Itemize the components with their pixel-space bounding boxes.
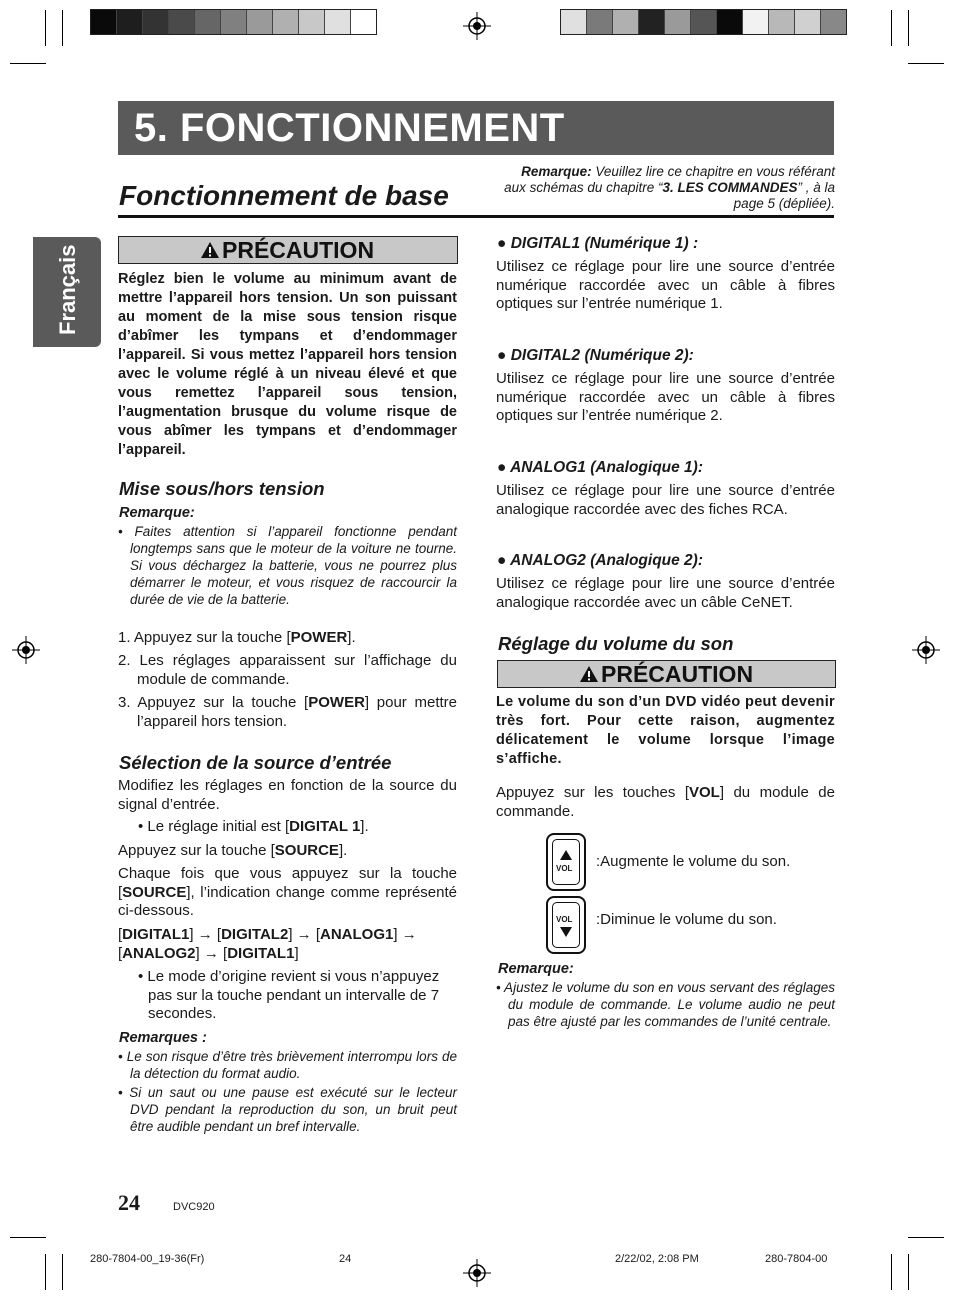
grayscale-bar-left <box>90 9 377 35</box>
crop-mark <box>891 10 892 46</box>
source-intro: Modifiez les réglages en fonction de la source du signal d’entrée. <box>118 777 457 813</box>
source-heading: Sélection de la source d’entrée <box>119 752 392 773</box>
seq-item: ANALOG1 <box>320 926 394 943</box>
power-step-3 <box>118 694 457 731</box>
step-text: ]. <box>347 629 356 646</box>
grayscale-bar-right <box>560 9 847 35</box>
vol-up-text: :Augmente le volume du son. <box>596 853 791 870</box>
crop-mark <box>908 63 944 64</box>
crop-mark <box>908 10 909 46</box>
crop-mark <box>45 1254 46 1290</box>
analog2-title <box>497 552 703 570</box>
source-sequence: [DIGITAL1] → [DIGITAL2] → [ANALOG1] → [ANALOG2] → [DIGITAL1] <box>118 926 417 962</box>
header-remark-ref: 3. LES COMMANDES <box>662 180 798 195</box>
file-name: 280-7804-00_19-36(Fr) <box>90 1253 205 1265</box>
crop-mark <box>62 10 63 46</box>
vol-label: VOL <box>556 915 573 924</box>
step-text: ] pour mettre l’appareil hors tension. <box>137 694 457 730</box>
crop-mark <box>62 1254 63 1290</box>
power-key: POWER <box>290 629 348 646</box>
source-each-text: ], l’indication change comme représenté ci-dessous. <box>118 883 457 919</box>
vol-press <box>496 784 835 821</box>
volume-remark-label: Remarque: <box>498 961 574 977</box>
vol-down-text: :Diminue le volume du son. <box>596 911 777 928</box>
warning-triangle-icon <box>200 241 220 259</box>
crop-mark <box>908 1254 909 1290</box>
power-remark: • Faites attention si l’appareil fonctionne pendant longtemps sans que le moteur de la voiture ne tourne. Si vous déchargez la batterie, vous ne pourrez plus démarrer le moteur, et vous risquez de raccourcir la durée de vie de la batterie. <box>118 524 457 607</box>
remarks-label: Remarques : <box>119 1030 207 1046</box>
registration-mark-icon <box>463 12 491 40</box>
source-each-text: Chaque fois que vous appuyez sur la touche [ <box>118 865 457 901</box>
crop-mark <box>908 1237 944 1238</box>
section-title: Fonctionnement de base <box>119 180 449 211</box>
step-text: 3. Appuyez sur la touche [ <box>118 694 309 711</box>
bullet-icon: ● <box>497 235 507 252</box>
registration-mark-icon <box>912 636 940 664</box>
chapter-title-bar <box>118 101 834 155</box>
language-tab-label: Français <box>55 244 80 335</box>
triangle-down-icon <box>553 903 579 947</box>
triangle-up-icon <box>553 840 579 884</box>
chapter-title: 5. FONCTIONNEMENT <box>134 106 565 150</box>
registration-mark-icon <box>12 636 40 664</box>
seq-item: DIGITAL1 <box>122 926 190 943</box>
arrow-icon: → <box>401 926 417 943</box>
step-text: 1. Appuyez sur la touche [ <box>118 629 291 646</box>
center-page-number: 24 <box>339 1253 352 1265</box>
vol-up-button-icon <box>546 833 586 891</box>
header-remark <box>497 164 835 212</box>
analog1-title <box>497 459 703 477</box>
power-step-1 <box>118 629 457 648</box>
source-key: SOURCE <box>274 842 339 859</box>
source-press-text: Appuyez sur la touche [ <box>118 842 275 859</box>
vol-key: VOL <box>688 784 720 801</box>
crop-mark <box>891 1254 892 1290</box>
digital2-title-text: DIGITAL2 (Numérique 2): <box>510 347 694 364</box>
page-number: 24 <box>118 1190 140 1215</box>
source-press-text: ]. <box>338 842 348 859</box>
title-rule <box>118 215 834 218</box>
precaution-title: PRÉCAUTION <box>222 237 375 263</box>
digital1-key: DIGITAL 1 <box>289 818 361 835</box>
source-key: SOURCE <box>122 883 187 901</box>
language-tab <box>33 237 101 347</box>
model-name: DVC920 <box>173 1201 215 1213</box>
remarks-item-1: • Le son risque d’être très brièvement interrompu lors de la détection du format audio. <box>118 1049 457 1081</box>
source-press <box>118 842 457 861</box>
seq-item: DIGITAL1 <box>227 944 295 962</box>
source-initial <box>138 818 457 837</box>
crop-mark <box>10 63 46 64</box>
digital1-text: Utilisez ce réglage pour lire une source d’entrée numérique raccordée avec un câble à fibres optiques sur l’entrée numérique 1. <box>496 258 835 312</box>
volume-heading: Réglage du volume du son <box>498 633 734 654</box>
header-remark-text-1: Veuillez lire ce chapitre en vous référant aux schémas du chapitre “ <box>504 164 835 195</box>
digital1-title-text: DIGITAL1 (Numérique 1) : <box>510 235 699 252</box>
seq-item: DIGITAL2 <box>221 926 289 943</box>
digital2-text: Utilisez ce réglage pour lire une source d’entrée numérique raccordée avec un câble à fibres optiques sur l’entrée numérique 2. <box>496 370 835 424</box>
power-heading: Mise sous/hors tension <box>119 478 325 499</box>
registration-mark-icon <box>463 1259 491 1287</box>
bullet-icon: ● <box>497 347 507 364</box>
digital1-title <box>497 235 698 253</box>
analog1-text: Utilisez ce réglage pour lire une source d’entrée analogique raccordée avec des fiches RCA. <box>496 482 835 518</box>
precaution-title: PRÉCAUTION <box>601 661 754 687</box>
digital2-title <box>497 347 694 365</box>
header-remark-label: Remarque: <box>521 164 592 179</box>
bullet-icon: ● <box>497 552 507 569</box>
bullet-icon: ● <box>497 459 507 476</box>
precaution-text-left: Réglez bien le volume au minimum avant de mettre l’appareil hors tension. Un son puissant au moment de la mise sous tension risque d’abîmer les tympans et d’endommager l’appareil. Si vous mettez l’appareil hors tension avec le volume réglé à un niveau élevé et que vous remettez l’appareil sous tension, l’augmentation brusque du volume risque de vous abîmer les tympans et d’endommager l’appareil. <box>118 271 457 458</box>
seq-item: ANALOG2 <box>122 944 196 962</box>
warning-triangle-icon <box>579 665 599 683</box>
arrow-icon: → <box>203 944 219 962</box>
crop-mark <box>45 10 46 46</box>
source-each <box>118 865 457 921</box>
source-initial-text: • Le réglage initial est [ <box>138 818 290 835</box>
arrow-icon: → <box>296 926 312 943</box>
volume-remark: • Ajustez le volume du son en vous servant des réglages du module de commande. Le volume audio ne peut pas être ajusté par les commandes de l’unité centrale. <box>496 980 835 1029</box>
source-revert: • Le mode d’origine revient si vous n’appuyez pas sur la touche pendant un intervalle de 7 secondes. <box>138 968 440 1022</box>
power-remark-label: Remarque: <box>119 505 195 521</box>
analog2-text: Utilisez ce réglage pour lire une source d’entrée analogique raccordée avec un câble CeNET. <box>496 575 835 611</box>
vol-down-button-icon <box>546 896 586 954</box>
vol-label: VOL <box>556 864 573 873</box>
precaution-text-right: Le volume du son d’un DVD vidéo peut devenir très fort. Pour cette raison, augmentez délicatement le volume lorsque l’image s’affiche. <box>496 694 835 767</box>
source-initial-text: ]. <box>360 818 369 835</box>
arrow-icon: → <box>197 926 213 943</box>
vol-press-text: ] du module de commande. <box>496 784 835 820</box>
precaution-banner-left <box>118 236 458 264</box>
remarks-item-2: • Si un saut ou une pause est exécuté sur le lecteur DVD pendant la reproduction du son, un bruit peut être audible pendant un bref intervalle. <box>118 1085 457 1134</box>
vol-press-text: Appuyez sur les touches [ <box>496 784 689 801</box>
crop-mark <box>10 1237 46 1238</box>
power-step-2: 2. Les réglages apparaissent sur l’affichage du module de commande. <box>118 652 457 688</box>
print-date: 2/22/02, 2:08 PM <box>615 1253 699 1265</box>
part-code: 280-7804-00 <box>765 1253 828 1265</box>
analog1-title-text: ANALOG1 (Analogique 1): <box>510 459 703 476</box>
precaution-banner-right <box>497 660 836 688</box>
analog2-title-text: ANALOG2 (Analogique 2): <box>510 552 703 569</box>
header-remark-text-2: ” , à la page 5 (dépliée). <box>733 180 835 211</box>
power-key: POWER <box>308 694 365 711</box>
